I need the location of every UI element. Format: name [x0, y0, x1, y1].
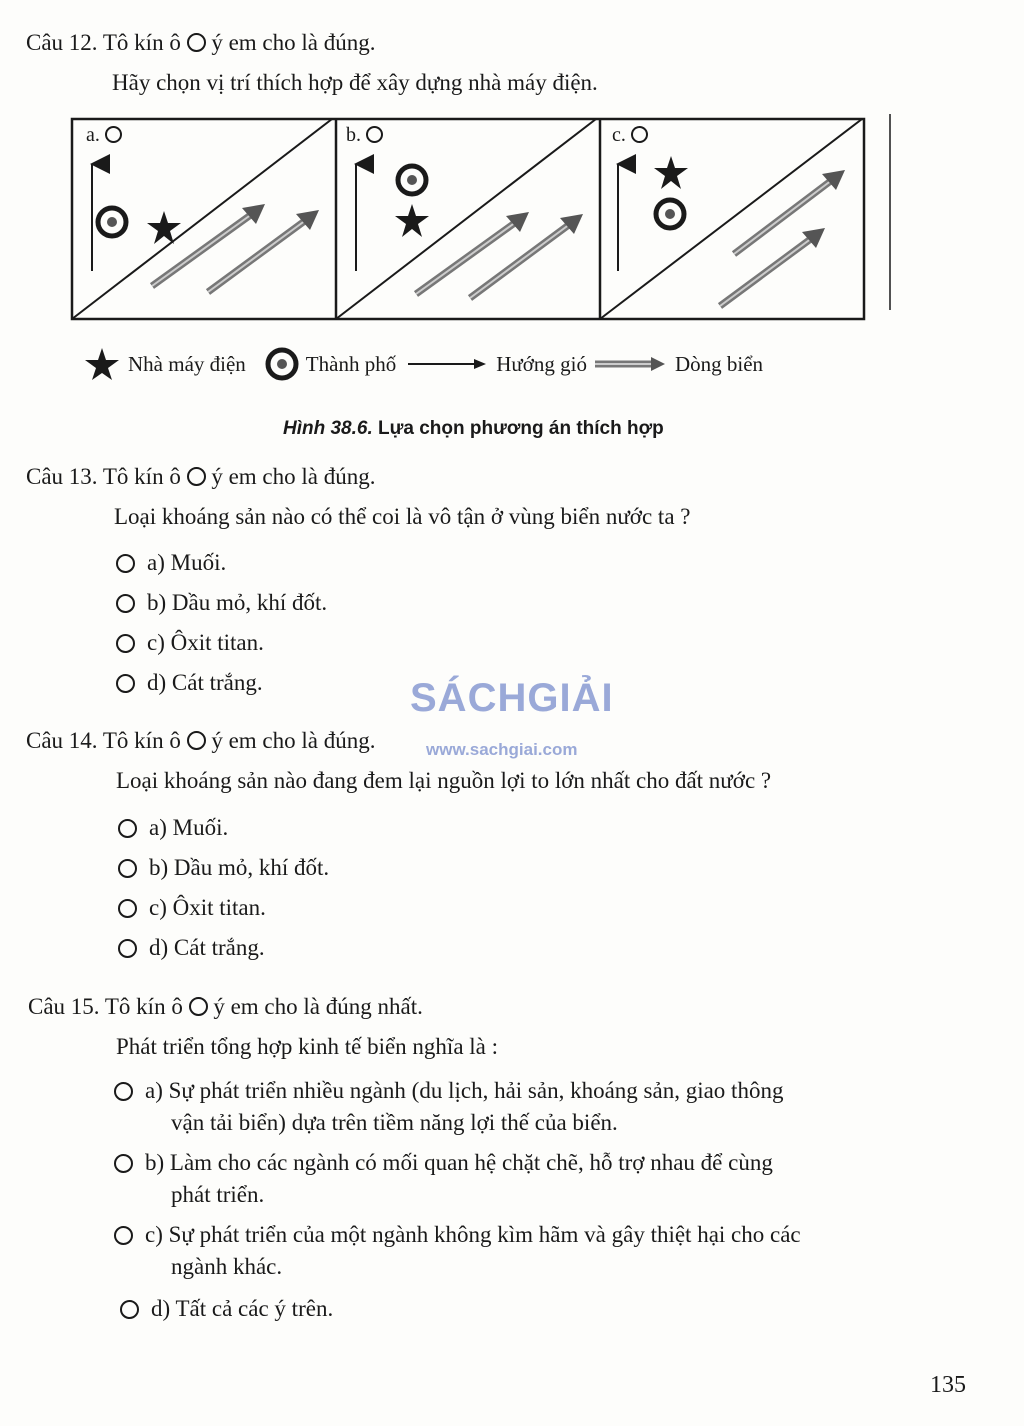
coastline-c	[600, 119, 862, 319]
q14-heading	[26, 728, 375, 754]
figure-caption-label: Hình 38.6.	[283, 418, 373, 439]
answer-circle-icon[interactable]	[631, 126, 648, 143]
q12-question: Hãy chọn vị trí thích hợp để xây dựng nhà máy điện.	[112, 70, 598, 95]
answer-circle-icon	[187, 467, 206, 486]
q14-option-a[interactable]: a) Muối.	[118, 815, 228, 841]
answer-circle-icon[interactable]	[118, 819, 137, 838]
answer-circle-icon[interactable]	[114, 1154, 133, 1173]
answer-circle-icon[interactable]	[105, 126, 122, 143]
coastline-b	[336, 119, 596, 319]
q14-title-tail: ý em cho là đúng.	[211, 728, 376, 753]
watermark-logo: SÁCHGIẢI	[410, 676, 614, 720]
answer-circle-icon[interactable]	[116, 634, 135, 653]
watermark-url: www.sachgiai.com	[426, 740, 578, 759]
q14-question: Loại khoáng sản nào đang đem lại nguồn lợi to lớn nhất cho đất nước ?	[116, 768, 772, 793]
panel-a	[92, 164, 319, 292]
panel-a-label: a.	[86, 124, 122, 147]
q13-title: Câu 13. Tô kín ô	[26, 464, 181, 489]
legend-city-label: Thành phố	[305, 351, 397, 376]
answer-circle-icon	[187, 731, 206, 750]
q13-option-b[interactable]: b) Dầu mỏ, khí đốt.	[116, 590, 327, 616]
legend-power-plant-label: Nhà máy điện	[128, 351, 246, 376]
answer-circle-icon[interactable]	[114, 1082, 133, 1101]
q13-option-c[interactable]: c) Ôxit titan.	[116, 630, 264, 656]
power-plant-star-icon	[654, 156, 688, 189]
q14-option-b[interactable]: b) Dầu mỏ, khí đốt.	[118, 855, 329, 881]
q12-title: Câu 12. Tô kín ô	[26, 30, 181, 55]
wind-direction-arrow-icon	[406, 357, 488, 371]
q13-option-d[interactable]: d) Cát trắng.	[116, 670, 263, 696]
answer-circle-icon[interactable]	[116, 554, 135, 573]
ocean-current-arrow-icon	[593, 356, 667, 372]
legend-wind-label: Hướng gió	[496, 351, 587, 376]
q13-heading	[26, 464, 375, 490]
q13-question: Loại khoáng sản nào có thể coi là vô tận ở vùng biển nước ta ?	[114, 504, 691, 529]
city-icon	[264, 346, 300, 382]
q13-title-tail: ý em cho là đúng.	[211, 464, 376, 489]
q15-title-tail: ý em cho là đúng nhất.	[213, 994, 423, 1019]
answer-circle-icon[interactable]	[118, 899, 137, 918]
legend-current-label: Dòng biển	[674, 351, 764, 376]
q13-option-a[interactable]: a) Muối.	[116, 550, 226, 576]
power-plant-star-icon	[84, 347, 120, 381]
panel-b-label: b.	[346, 124, 383, 147]
answer-circle-icon	[187, 33, 206, 52]
page-number: 135	[930, 1372, 966, 1398]
q15-question: Phát triển tổng hợp kinh tế biển nghĩa là :	[116, 1034, 499, 1059]
ocean-current-arrow-icon	[416, 212, 583, 298]
answer-circle-icon	[189, 997, 208, 1016]
q14-option-c[interactable]: c) Ôxit titan.	[118, 895, 266, 921]
q14-option-d[interactable]: d) Cát trắng.	[118, 935, 265, 961]
q15-heading	[28, 994, 423, 1020]
power-plant-star-icon	[395, 204, 429, 237]
ocean-current-arrow-icon	[720, 170, 845, 306]
answer-circle-icon[interactable]	[118, 859, 137, 878]
q15-title: Câu 15. Tô kín ô	[28, 994, 183, 1019]
ocean-current-arrow-icon	[152, 204, 319, 292]
answer-circle-icon[interactable]	[116, 674, 135, 693]
panel-c	[618, 156, 845, 306]
q15-option-a[interactable]: a) Sự phát triển nhiều ngành (du lịch, hải sản, khoáng sản, giao thông vận tải biển) dựa trên tiềm năng lợi thế của biển.	[114, 1078, 783, 1136]
q15-option-c[interactable]: c) Sự phát triển của một ngành không kìm hãm và gây thiệt hại cho các ngành khác.	[114, 1222, 801, 1280]
q12-heading	[26, 30, 375, 56]
panel-c-label: c.	[612, 124, 648, 147]
q15-option-b[interactable]: b) Làm cho các ngành có mối quan hệ chặt chẽ, hỗ trợ nhau để cùng phát triển.	[114, 1150, 773, 1208]
q12-title-tail: ý em cho là đúng.	[211, 30, 376, 55]
figure-legend	[84, 346, 763, 382]
figure-38-6	[70, 114, 900, 324]
figure-caption	[283, 418, 664, 440]
q14-title: Câu 14. Tô kín ô	[26, 728, 181, 753]
answer-circle-icon[interactable]	[114, 1226, 133, 1245]
answer-circle-icon[interactable]	[120, 1300, 139, 1319]
answer-circle-icon[interactable]	[116, 594, 135, 613]
answer-circle-icon[interactable]	[366, 126, 383, 143]
figure-caption-text: Lựa chọn phương án thích hợp	[378, 418, 664, 439]
q15-option-d[interactable]: d) Tất cả các ý trên.	[120, 1296, 333, 1322]
answer-circle-icon[interactable]	[118, 939, 137, 958]
